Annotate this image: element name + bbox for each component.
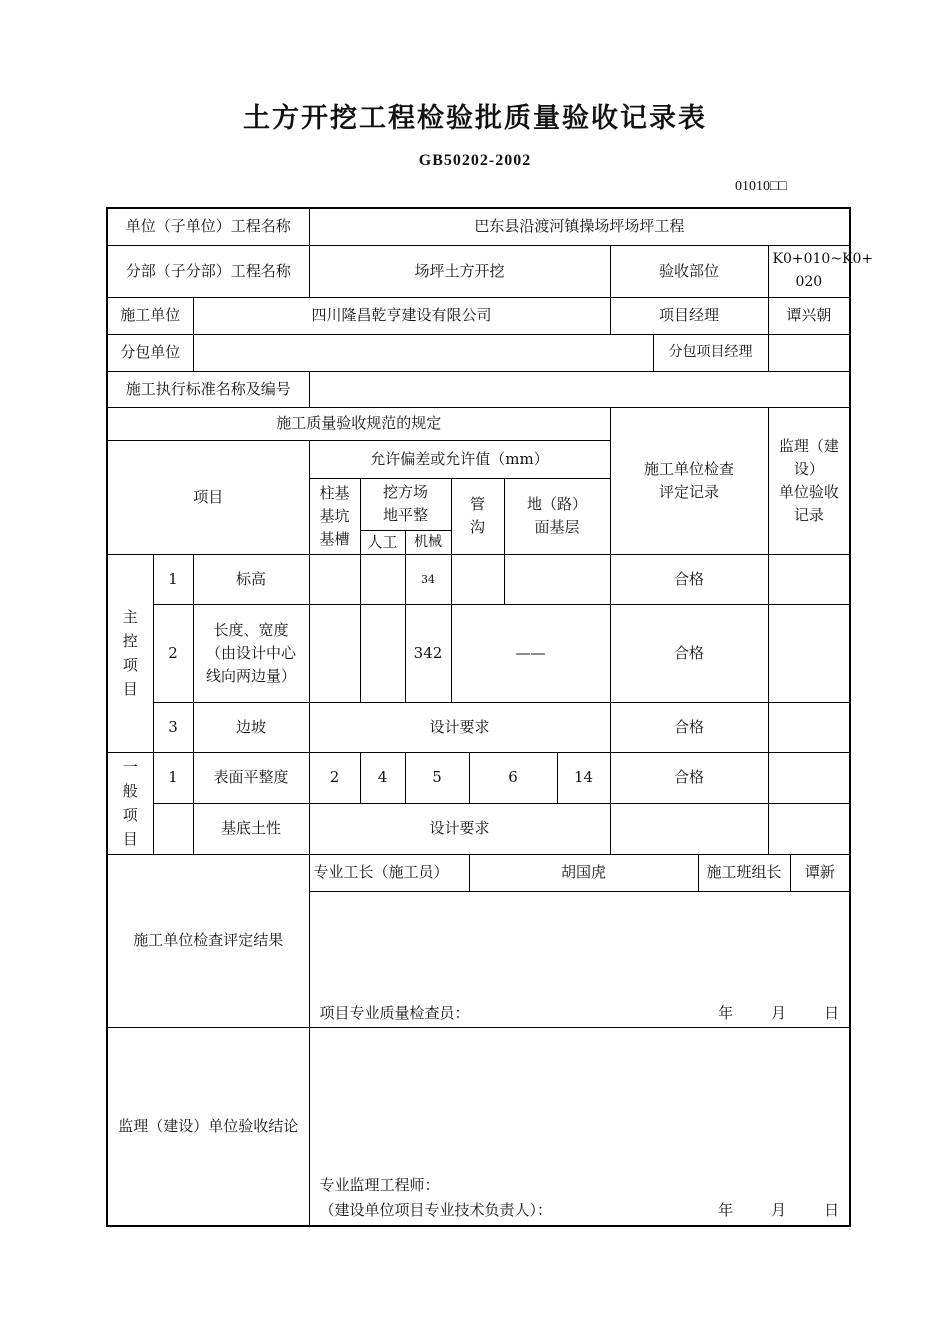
team-leader-value: 谭新 — [790, 854, 850, 891]
main-item-name: 标高 — [193, 554, 309, 604]
general-item-v5: 14 — [557, 752, 610, 803]
col-manual-header: 人工 — [360, 530, 405, 554]
col-ground-header: 地（路） 面基层 — [504, 478, 610, 554]
sub-project-value: 场坪土方开挖 — [309, 245, 610, 297]
general-item-v2: 4 — [360, 752, 405, 803]
sub-pm-label: 分包项目经理 — [653, 334, 768, 371]
general-item-v1: 2 — [309, 752, 360, 803]
col-machine-header: 机械 — [405, 530, 451, 554]
page-title: 土方开挖工程检验批质量验收记录表 — [243, 103, 707, 134]
engineer-label: 专业监理工程师： — [319, 1176, 440, 1194]
contractor-date: 年 月 日 — [718, 1003, 840, 1022]
owner-label: （建设单位项目专业技术负责人）： — [319, 1201, 553, 1219]
main-item-result: 合格 — [610, 702, 768, 752]
main-item-name: 边坡 — [193, 702, 309, 752]
team-leader-label: 施工班组长 — [698, 854, 790, 891]
supervisor-check-header: 监理（建设） 单位验收记录 — [768, 407, 850, 554]
general-item-requirement: 设计要求 — [309, 803, 610, 854]
contractor-check-header: 施工单位检查 评定记录 — [610, 407, 768, 554]
general-item-name: 表面平整度 — [193, 752, 309, 803]
col-pipe-header: 管 沟 — [451, 478, 504, 554]
unit-project-value: 巴东县沿渡河镇操场坪场坪工程 — [309, 208, 850, 245]
main-item-name: 长度、宽度 （由设计中心 线向两边量） — [193, 604, 309, 702]
construction-unit-label: 施工单位 — [107, 297, 193, 334]
general-items-group-label: 一 般 项 目 — [107, 752, 153, 854]
supervisor-signature-area — [309, 1027, 850, 1226]
main-item-pit — [309, 604, 360, 702]
main-item-pit — [309, 554, 360, 604]
main-item-supervisor — [768, 554, 850, 604]
main-item-result: 合格 — [610, 554, 768, 604]
tolerance-header: 允许偏差或允许值（mm） — [309, 440, 610, 478]
inspection-record-table — [106, 207, 874, 1227]
main-item-manual — [360, 554, 405, 604]
main-item-no: 2 — [153, 604, 193, 702]
subcontractor-value — [193, 334, 653, 371]
project-manager-label: 项目经理 — [610, 297, 768, 334]
acceptance-part-label: 验收部位 — [610, 245, 768, 297]
main-item-manual — [360, 604, 405, 702]
general-item-result — [610, 803, 768, 854]
spec-label: 施工质量验收规范的规定 — [107, 407, 610, 440]
form-code: 01010□□ — [735, 179, 787, 194]
main-item-machine: 34 — [405, 554, 451, 604]
supervisor-date: 年 月 日 — [718, 1201, 840, 1219]
main-items-group-label: 主 控 项 目 — [107, 554, 153, 752]
general-item-no: 1 — [153, 752, 193, 803]
general-item-v3: 5 — [405, 752, 469, 803]
foreman-value: 胡国虎 — [469, 854, 698, 891]
project-manager-value: 谭兴朝 — [768, 297, 850, 334]
main-item-no: 3 — [153, 702, 193, 752]
standard-code: GB50202-2002 — [418, 152, 532, 169]
foreman-label: 专业工长（施工员） — [309, 854, 469, 891]
standard-name-label: 施工执行标准名称及编号 — [107, 371, 309, 407]
main-item-ground: —— — [451, 604, 610, 702]
main-item-result: 合格 — [610, 604, 768, 702]
general-item-v4: 6 — [469, 752, 557, 803]
supervisor-result-label: 监理（建设）单位验收结论 — [107, 1027, 309, 1226]
main-item-ground — [504, 554, 610, 604]
contractor-signature-area — [309, 891, 850, 1027]
sub-pm-value — [768, 334, 850, 371]
subcontractor-label: 分包单位 — [107, 334, 193, 371]
inspector-label: 项目专业质量检查员： — [319, 1003, 470, 1022]
standard-name-value — [309, 371, 850, 407]
main-item-no: 1 — [153, 554, 193, 604]
general-item-result: 合格 — [610, 752, 768, 803]
general-item-supervisor — [768, 803, 850, 854]
item-header: 项目 — [107, 440, 309, 554]
main-item-pipe — [451, 554, 504, 604]
col-site-header: 挖方场 地平整 — [360, 478, 451, 530]
unit-project-label: 单位（子单位）工程名称 — [107, 208, 309, 245]
general-item-no — [153, 803, 193, 854]
sub-project-label: 分部（子分部）工程名称 — [107, 245, 309, 297]
main-item-supervisor — [768, 702, 850, 752]
general-item-name: 基底土性 — [193, 803, 309, 854]
main-item-supervisor — [768, 604, 850, 702]
contractor-result-label: 施工单位检查评定结果 — [107, 854, 309, 1027]
main-item-requirement: 设计要求 — [309, 702, 610, 752]
construction-unit-value: 四川隆昌乾亨建设有限公司 — [193, 297, 610, 334]
main-item-machine: 342 — [405, 604, 451, 702]
acceptance-part-value: K0+010~K0+ 020 — [768, 245, 850, 297]
general-item-supervisor — [768, 752, 850, 803]
col-pit-header: 柱基 基坑 基槽 — [309, 478, 360, 554]
